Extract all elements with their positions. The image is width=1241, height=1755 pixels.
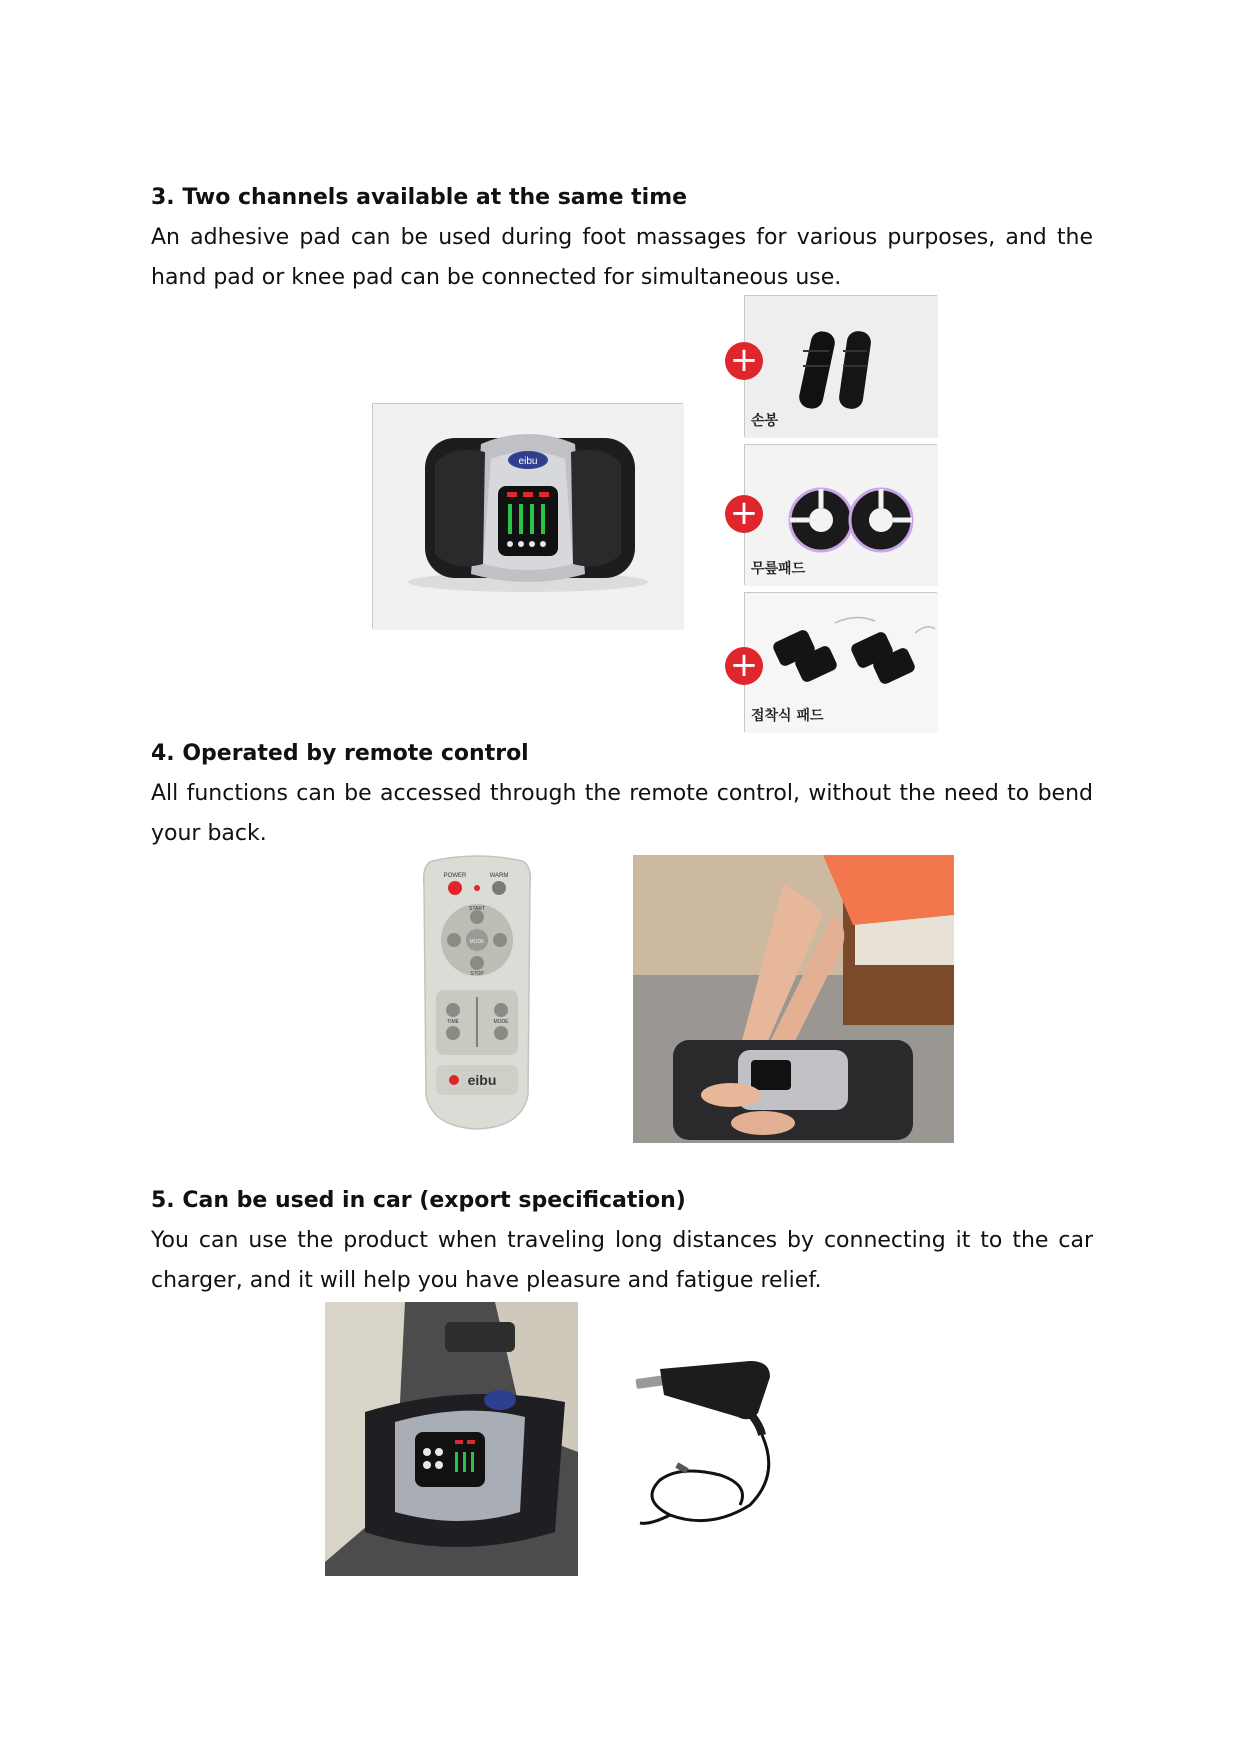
svg-text:MODE: MODE [493, 1019, 509, 1025]
svg-text:POWER: POWER [443, 873, 467, 879]
brand-logo: eibu [518, 456, 538, 467]
accessory-label: 접착식 패드 [751, 708, 824, 724]
section-3-body: An adhesive pad can be used during foot massages for various purposes, and the hand pad or knee pad can be connected for simultaneous use. [151, 225, 1093, 290]
plus-icon: + [725, 495, 763, 533]
plus-icon: + [725, 342, 763, 380]
person-using-massager-image [633, 855, 954, 1143]
svg-text:MODE: MODE [469, 939, 485, 945]
foot-massager-image [372, 403, 683, 629]
accessory-label: 무릎패드 [751, 561, 806, 577]
section-5-body: You can use the product when traveling long distances by connecting it to the car charger, and it will help you have pleasure and fatigue relief. [151, 1228, 1093, 1293]
svg-text:START: START [469, 906, 485, 912]
accessory-label: 손봉 [751, 413, 779, 429]
accessory-adhesive-pads [729, 592, 937, 732]
svg-text:WARM: WARM [489, 873, 509, 879]
remote-control-image [410, 855, 545, 1135]
accessory-knee-pads [729, 444, 937, 585]
svg-text:TIME: TIME [447, 1019, 459, 1025]
car-charger-image [630, 1355, 830, 1535]
svg-text:eibu: eibu [467, 1072, 497, 1088]
section-3-heading: 3. Two channels available at the same time [151, 185, 688, 210]
section-5-heading: 5. Can be used in car (export specification) [151, 1188, 686, 1213]
plus-icon: + [725, 647, 763, 685]
accessory-hand-bars [729, 295, 937, 437]
section-4-body: All functions can be accessed through the remote control, without the need to bend your back. [151, 781, 1093, 846]
svg-text:STOP: STOP [470, 971, 484, 977]
section-4-heading: 4. Operated by remote control [151, 741, 529, 766]
massager-in-car-image [325, 1302, 578, 1576]
